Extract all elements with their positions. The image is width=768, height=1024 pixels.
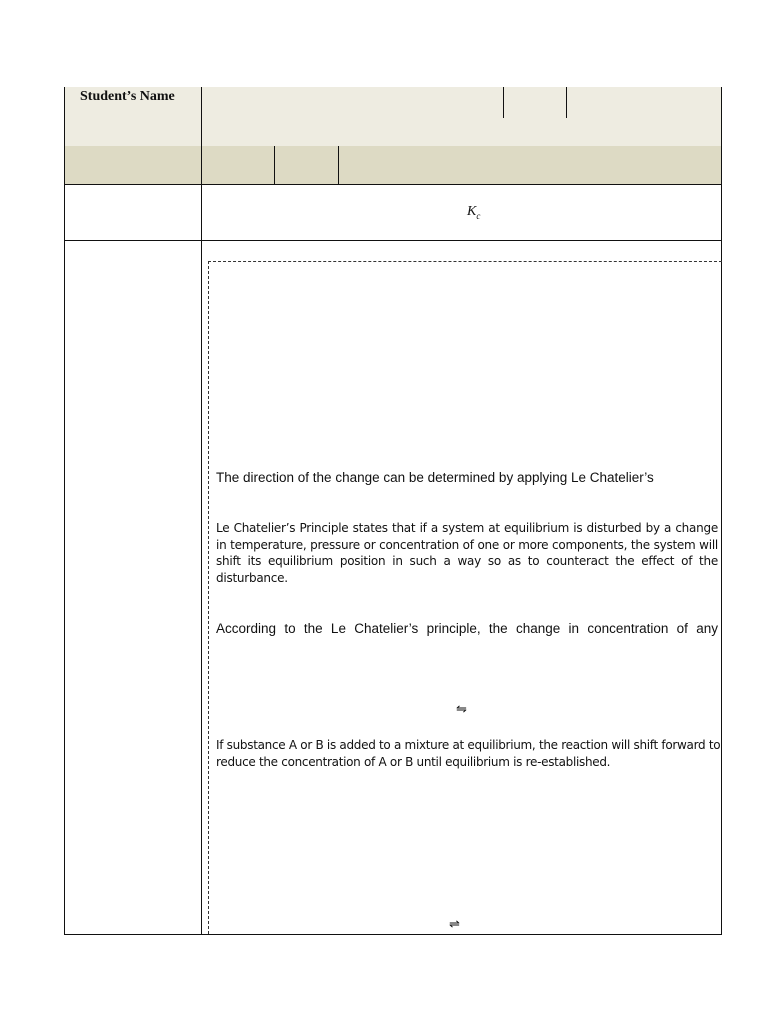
substance-paragraph: If substance A or B is added to a mixture at equilibrium, the reaction will shift forward to reduce the concentration of A or B until equilibrium is re-established. <box>216 738 721 769</box>
row-border <box>64 184 722 185</box>
subrow-cell-divider <box>338 146 339 184</box>
equilibrium-arrow-icon: ⇌ <box>449 916 460 931</box>
header-subrow-background <box>64 146 722 184</box>
column-divider <box>201 87 202 935</box>
concentration-paragraph: According to the Le Chatelier’s principle, the change in concentration of any <box>216 621 718 636</box>
header-cell-divider <box>503 87 504 118</box>
subrow-cell-divider <box>274 146 275 184</box>
content-frame <box>208 261 722 934</box>
student-name-label: Student’s Name <box>80 89 175 104</box>
equilibrium-arrow-icon: ⇋ <box>456 701 467 716</box>
principle-paragraph: Le Chatelier’s Principle states that if a system at equilibrium is disturbed by a change in temperature, pressure or concentration of one or more components, the system will shift its equilibrium position in such a way so as to counteract the effect of the disturbance. <box>216 521 718 585</box>
row-border <box>64 240 722 241</box>
header-cell-divider <box>566 87 567 118</box>
table-bottom-border <box>64 934 722 935</box>
intro-paragraph: The direction of the change can be determined by applying Le Chatelier’s <box>216 470 654 485</box>
equilibrium-constant-symbol: $K_c$ <box>467 204 481 221</box>
table-left-border <box>64 87 65 935</box>
